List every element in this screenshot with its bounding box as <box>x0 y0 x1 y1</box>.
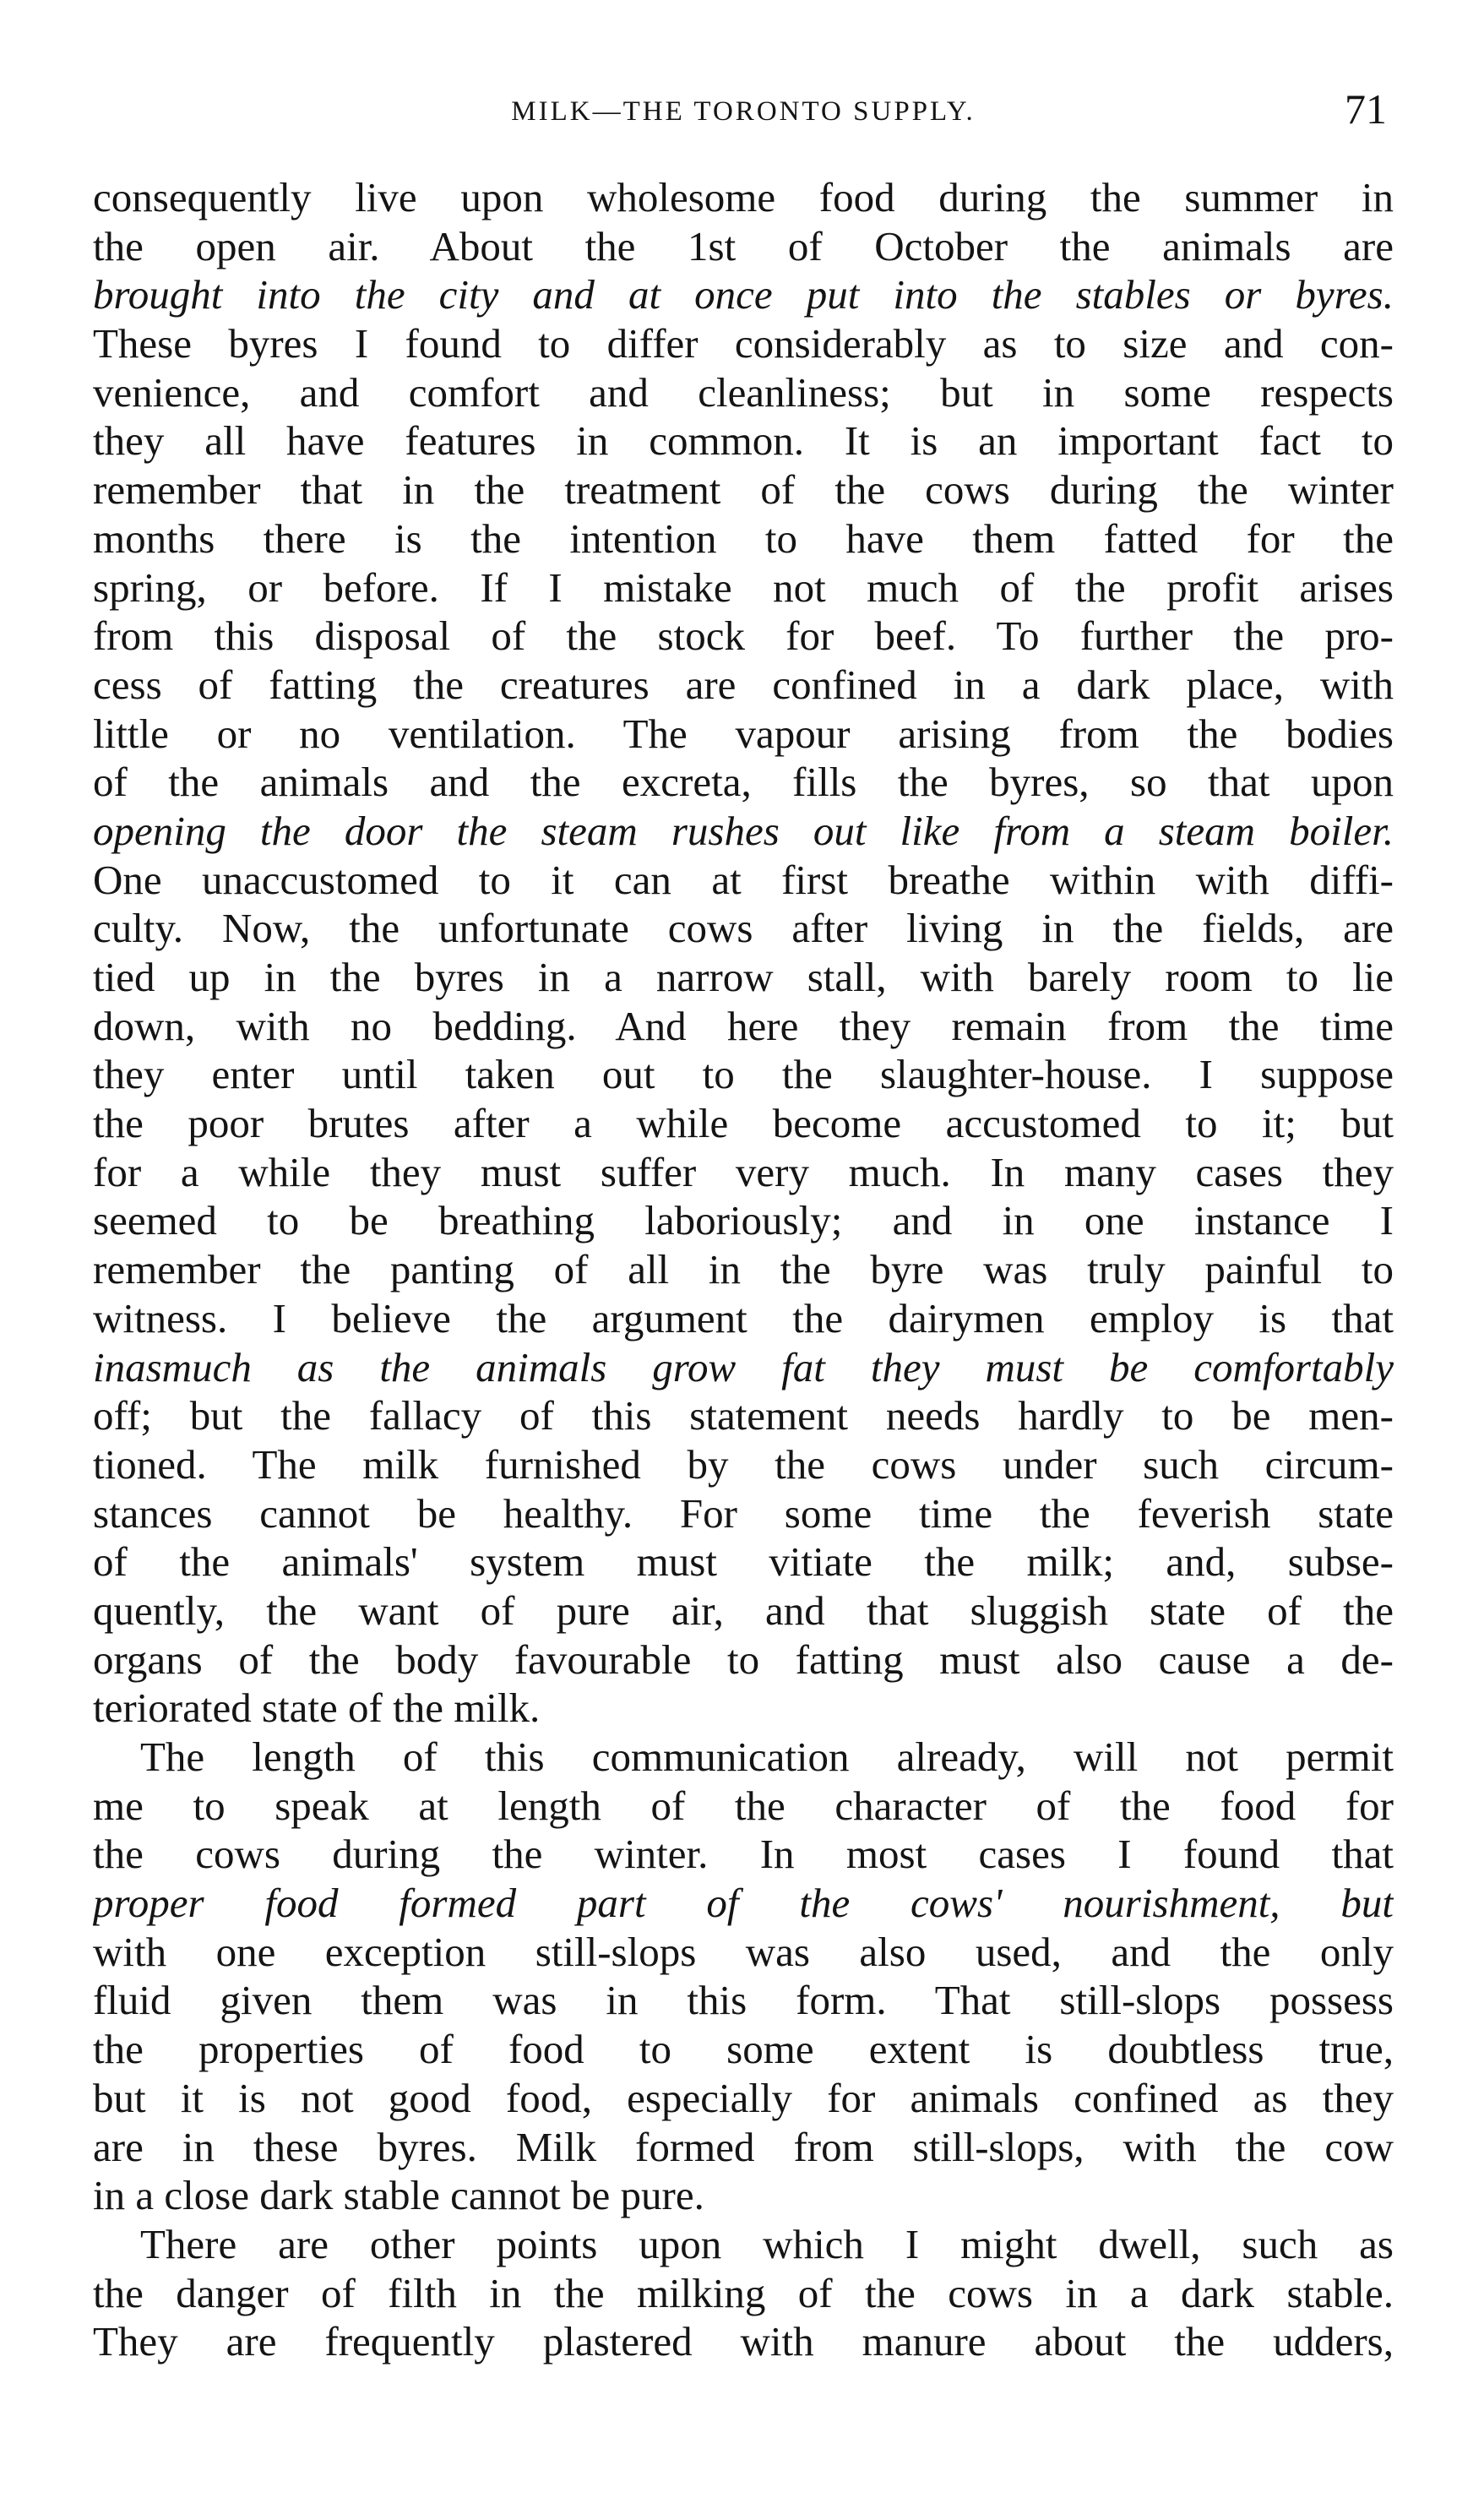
text-line: they enter until taken out to the slaughter-house. I suppose <box>93 1051 1394 1098</box>
text-line: they all have features in common. It is an important fact to <box>93 417 1394 465</box>
text-line: the properties of food to some extent is doubtless true, <box>93 2026 1394 2073</box>
text-line: There are other points upon which I might dwell, such as <box>140 2220 1394 2267</box>
text-line: quently, the want of pure air, and that sluggish state of the <box>93 1586 1394 1634</box>
text-line: the cows during the winter. In most cases I found that <box>93 1831 1394 1878</box>
text-line: opening the door the steam rushes out like from a steam boiler. <box>93 807 1394 854</box>
text-line: teriorated state of the milk. <box>93 1684 541 1732</box>
text-line: the danger of filth in the milking of the cows in a dark stable. <box>93 2269 1394 2316</box>
text-line: little or no ventilation. The vapour arising from the bodies <box>93 710 1394 757</box>
text-line: me to speak at length of the character of the food for <box>93 1782 1394 1829</box>
text-line: The length of this communication already, will not permit <box>140 1733 1394 1780</box>
text-line: One unaccustomed to it can at first breathe within with diffi- <box>93 856 1394 903</box>
text-line: remember that in the treatment of the cows during the winter <box>93 466 1394 514</box>
text-line: for a while they must suffer very much. In many cases they <box>93 1148 1394 1195</box>
text-line: remember the panting of all in the byre was truly painful to <box>93 1246 1394 1293</box>
text-line: with one exception still-slops was also used, and the only <box>93 1928 1394 1975</box>
text-line: in a close dark stable cannot be pure. <box>93 2172 704 2219</box>
page-number: 71 <box>1345 85 1387 133</box>
text-line: months there is the intention to have them fatted for the <box>93 514 1394 562</box>
text-line: inasmuch as the animals grow fat they must be comfortably <box>93 1343 1394 1390</box>
text-line: of the animals and the excreta, fills the byres, so that upon <box>93 759 1394 806</box>
running-title: MILK—THE TORONTO SUPPLY. <box>511 96 976 127</box>
text-line: proper food formed part of the cows' nourishment, but <box>93 1880 1394 1927</box>
text-line: are in these byres. Milk formed from still-slops, with the cow <box>93 2123 1394 2170</box>
text-line: fluid given them was in this form. That still-slops possess <box>93 1977 1394 2024</box>
text-line: witness. I believe the argument the dairymen employ is that <box>93 1294 1394 1342</box>
text-line: the poor brutes after a while become accustomed to it; but <box>93 1100 1394 1147</box>
text-line: from this disposal of the stock for beef. To further the pro- <box>93 612 1394 660</box>
text-line: These byres I found to differ considerably as to size and con- <box>93 320 1394 367</box>
text-line: but it is not good food, especially for animals confined as they <box>93 2074 1394 2121</box>
text-line: the open air. About the 1st of October the animals are <box>93 222 1394 269</box>
text-line: consequently live upon wholesome food during the summer in <box>93 174 1394 220</box>
text-line: They are frequently plastered with manure about the udders, <box>93 2318 1394 2365</box>
text-line: stances cannot be healthy. For some time the feverish state <box>93 1489 1394 1537</box>
text-line: down, with no bedding. And here they remain from the time <box>93 1002 1394 1049</box>
text-line: tied up in the byres in a narrow stall, with barely room to lie <box>93 954 1394 1000</box>
text-line: of the animals' system must vitiate the milk; and, subse- <box>93 1538 1394 1586</box>
text-line: tioned. The milk furnished by the cows under such circum- <box>93 1440 1394 1488</box>
text-line: culty. Now, the unfortunate cows after living in the fields, are <box>93 905 1394 952</box>
running-head <box>93 84 1394 135</box>
text-line: off; but the fallacy of this statement needs hardly to be men- <box>93 1392 1394 1439</box>
text-line: seemed to be breathing laboriously; and in one instance I <box>93 1197 1394 1244</box>
text-line: spring, or before. If I mistake not much of the profit arises <box>93 563 1394 611</box>
text-line: brought into the city and at once put into the stables or byres. <box>93 271 1394 318</box>
text-line: organs of the body favourable to fatting must also cause a de- <box>93 1635 1394 1683</box>
text-line: cess of fatting the creatures are confined in a dark place, with <box>93 661 1394 708</box>
text-line: venience, and comfort and cleanliness; but in some respects <box>93 368 1394 416</box>
body-text <box>93 173 1394 2366</box>
